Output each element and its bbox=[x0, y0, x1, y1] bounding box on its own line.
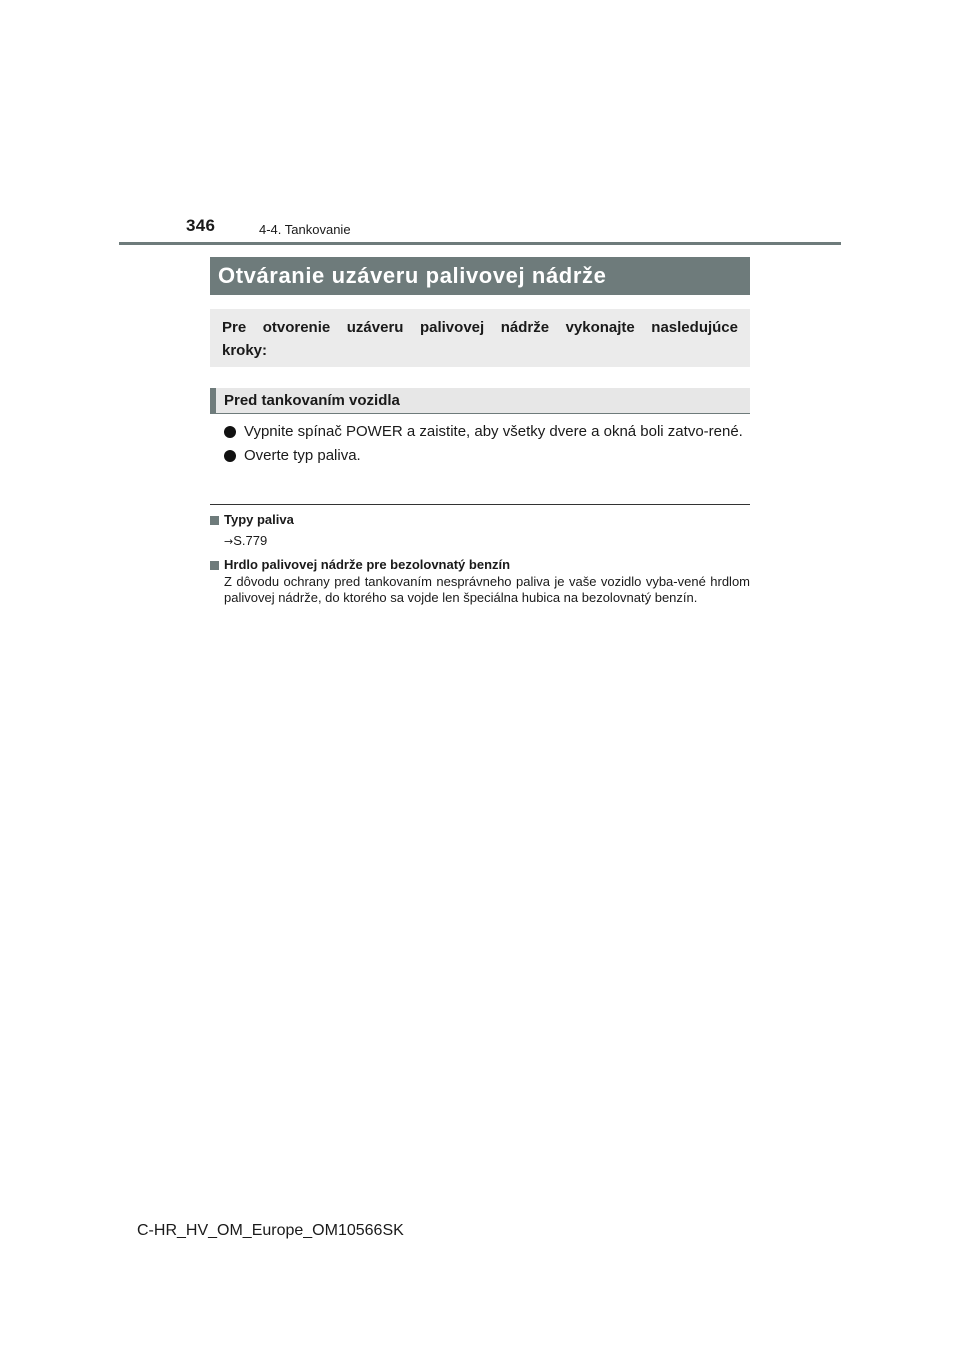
square-bullet-icon bbox=[210, 561, 219, 570]
section-divider bbox=[210, 504, 750, 505]
note-heading bbox=[210, 556, 750, 574]
section-label: 4-4. Tankovanie bbox=[259, 222, 351, 237]
list-item bbox=[222, 420, 752, 444]
page-reference-link[interactable]: S.779 bbox=[233, 533, 268, 548]
bullet-text: Vypnite spínač POWER a zaistite, aby všetky dvere a okná boli zatvo-rené. bbox=[244, 423, 743, 440]
page-number: 346 bbox=[186, 216, 216, 235]
list-item bbox=[222, 444, 752, 468]
header-rule bbox=[119, 242, 841, 245]
bullet-text: Overte typ paliva. bbox=[244, 447, 361, 464]
bullet-list bbox=[222, 420, 752, 468]
note-heading-text: Typy paliva bbox=[224, 512, 294, 527]
note-heading-text: Hrdlo palivovej nádrže pre bezolovnatý benzín bbox=[224, 557, 511, 572]
intro-box bbox=[210, 309, 750, 367]
notes bbox=[210, 511, 750, 606]
square-bullet-icon bbox=[210, 516, 219, 525]
subheading: Pred tankovaním vozidla bbox=[210, 388, 750, 414]
bullet-dot-icon bbox=[224, 426, 236, 438]
footer-doc-id: C-HR_HV_OM_Europe_OM10566SK bbox=[137, 1222, 404, 1239]
note-body: Z dôvodu ochrany pred tankovaním nesprávneho paliva je vaše vozidlo vyba-vené hrdlom palivovej nádrže, do ktorého sa vojde len špeciálna hubica na bezolovnatý benzín. bbox=[224, 574, 750, 605]
note-heading bbox=[210, 511, 750, 529]
intro-text: Pre otvorenie uzáveru palivovej nádrže vykonajte nasledujúce kroky: bbox=[222, 319, 738, 359]
note-reference bbox=[210, 533, 750, 550]
arrow-right-icon: → bbox=[224, 535, 234, 548]
page-title: Otváranie uzáveru palivovej nádrže bbox=[210, 257, 750, 295]
bullet-dot-icon bbox=[224, 450, 236, 462]
